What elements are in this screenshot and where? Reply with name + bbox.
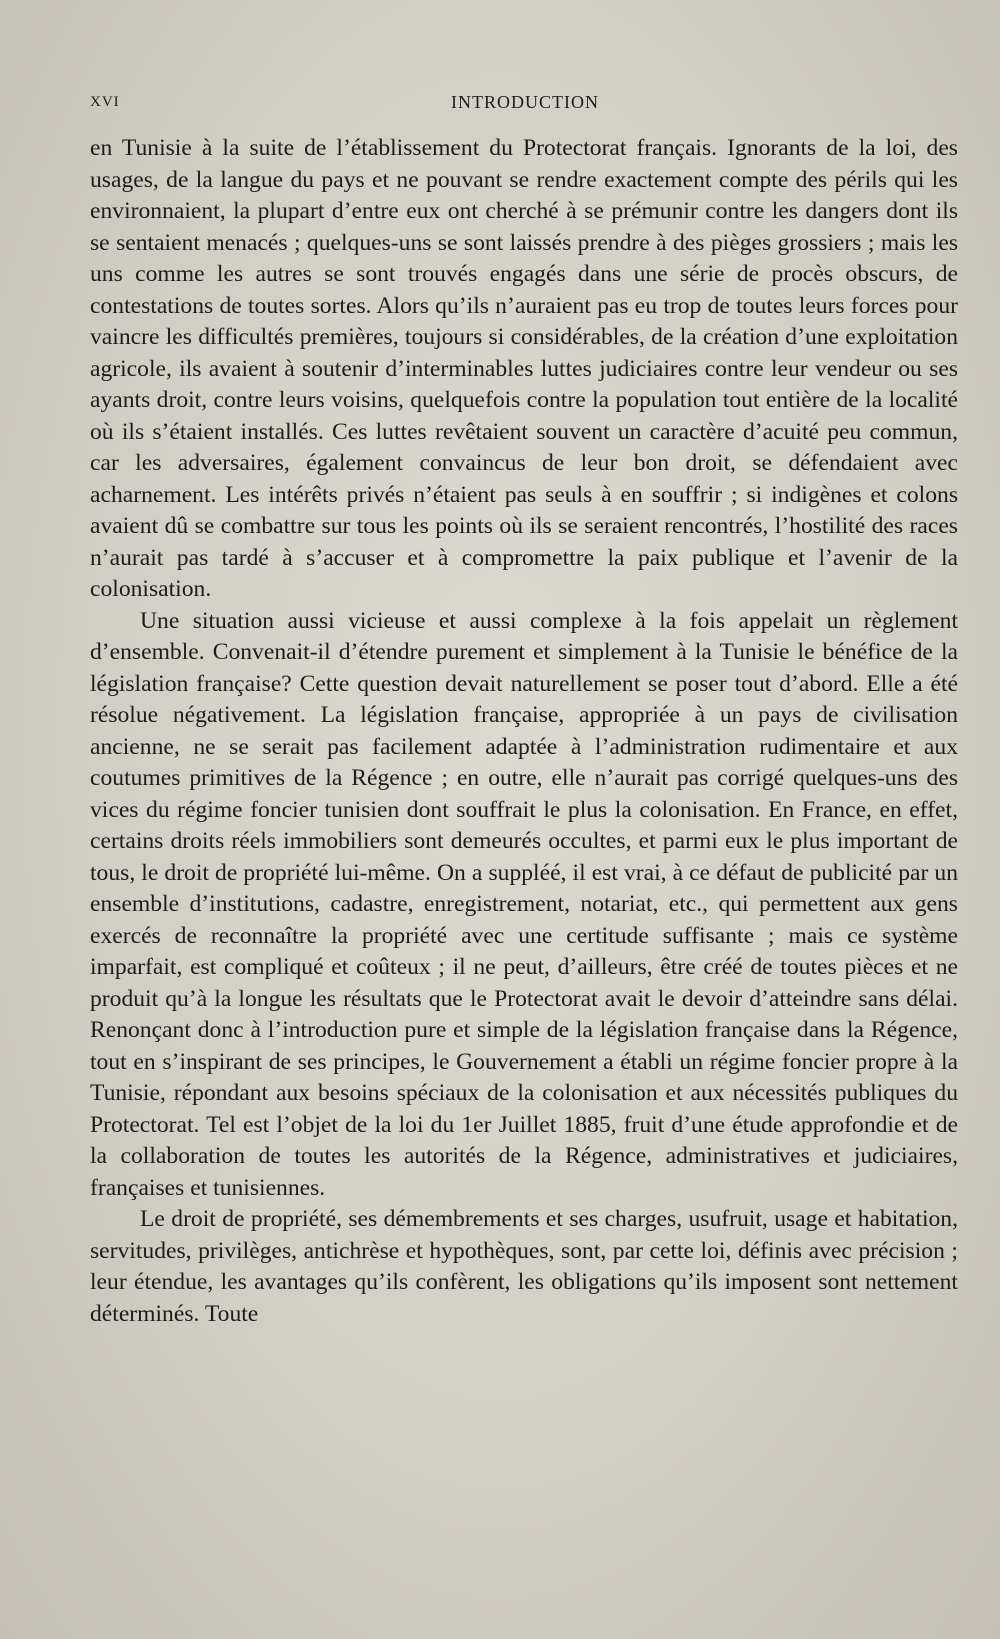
paragraph-3: Le droit de propriété, ses démembrements et ses charges, usufruit, usage et habitation, servitudes, privilèges, antichrèse et hypothèques, sont, par cette loi, définis avec précision ; leur étendue, les avantages qu’ils confèrent, les obligations qu’ils imposent sont nettement déterminés. Toute	[90, 1206, 958, 1327]
running-head	[90, 92, 960, 118]
body-text	[90, 133, 958, 1330]
page-number: XVI	[90, 94, 120, 110]
running-title: INTRODUCTION	[451, 92, 599, 112]
paragraph-1: en Tunisie à la suite de l’établissement du Protectorat français. Ignorants de la loi, des usages, de la langue du pays et ne pouvant se rendre exactement compte des périls qui les environnaient, la plupart d’entre eux ont cherché à se prémunir contre les dangers dont ils se sentaient menacés ; quelques-uns se sont laissés prendre à des pièges grossiers ; mais les uns comme les autres se sont trouvés engagés dans une série de procès obscurs, de contestations de toutes sortes. Alors qu’ils n’auraient pas eu trop de toutes leurs forces pour vaincre les difficultés premières, toujours si considérables, de la création d’une exploitation agricole, ils avaient à soutenir d’interminables luttes judiciaires contre leur vendeur ou ses ayants droit, contre leurs voisins, quelquefois contre la population tout entière de la localité où ils s’étaient installés. Ces luttes revêtaient souvent un caractère d’acuité peu commun, car les adversaires, également convaincus de leur bon droit, se défendaient avec acharnement. Les intérêts privés n’étaient pas seuls à en souffrir ; si indigènes et colons avaient dû se combattre sur tous les points où ils se seraient rencontrés, l’hostilité des races n’aurait pas tardé à s’accuser et à compromettre la paix publique et l’avenir de la colonisation.	[90, 135, 958, 602]
paragraph-2: Une situation aussi vicieuse et aussi complexe à la fois appelait un règlement d’ensemble. Convenait-il d’étendre purement et simplement à la Tunisie le bénéfice de la législation française? Cette question devait naturellement se poser tout d’abord. Elle a été résolue négativement. La législation française, appropriée à un pays de civilisation ancienne, ne se serait pas facilement adaptée à l’administration rudimentaire et aux coutumes primitives de la Régence ; en outre, elle n’aurait pas corrigé quelques-uns des vices du régime foncier tunisien dont souffrait le plus la colonisation. En France, en effet, certains droits réels immobiliers sont demeurés occultes, et parmi eux le plus important de tous, le droit de propriété lui-même. On a suppléé, il est vrai, à ce défaut de publicité par un ensemble d’institutions, cadastre, enregistrement, notariat, etc., qui permettent aux gens exercés de reconnaître la propriété avec une certitude suffisante ; mais ce système imparfait, est compliqué et coûteux ; il ne peut, d’ailleurs, être créé de toutes pièces et ne produit qu’à la longue les résultats que le Protectorat avait le devoir d’atteindre sans délai. Renonçant donc à l’introduction pure et simple de la législation française dans la Régence, tout en s’inspirant de ses principes, le Gouvernement a établi un régime foncier propre à la Tunisie, répondant aux besoins spéciaux de la colonisation et aux nécessités publiques du Protectorat. Tel est l’objet de la loi du 1er Juillet 1885, fruit d’une étude approfondie et de la collaboration de toutes les autorités de la Régence, administratives et judiciaires, françaises et tunisiennes.	[90, 607, 958, 1201]
